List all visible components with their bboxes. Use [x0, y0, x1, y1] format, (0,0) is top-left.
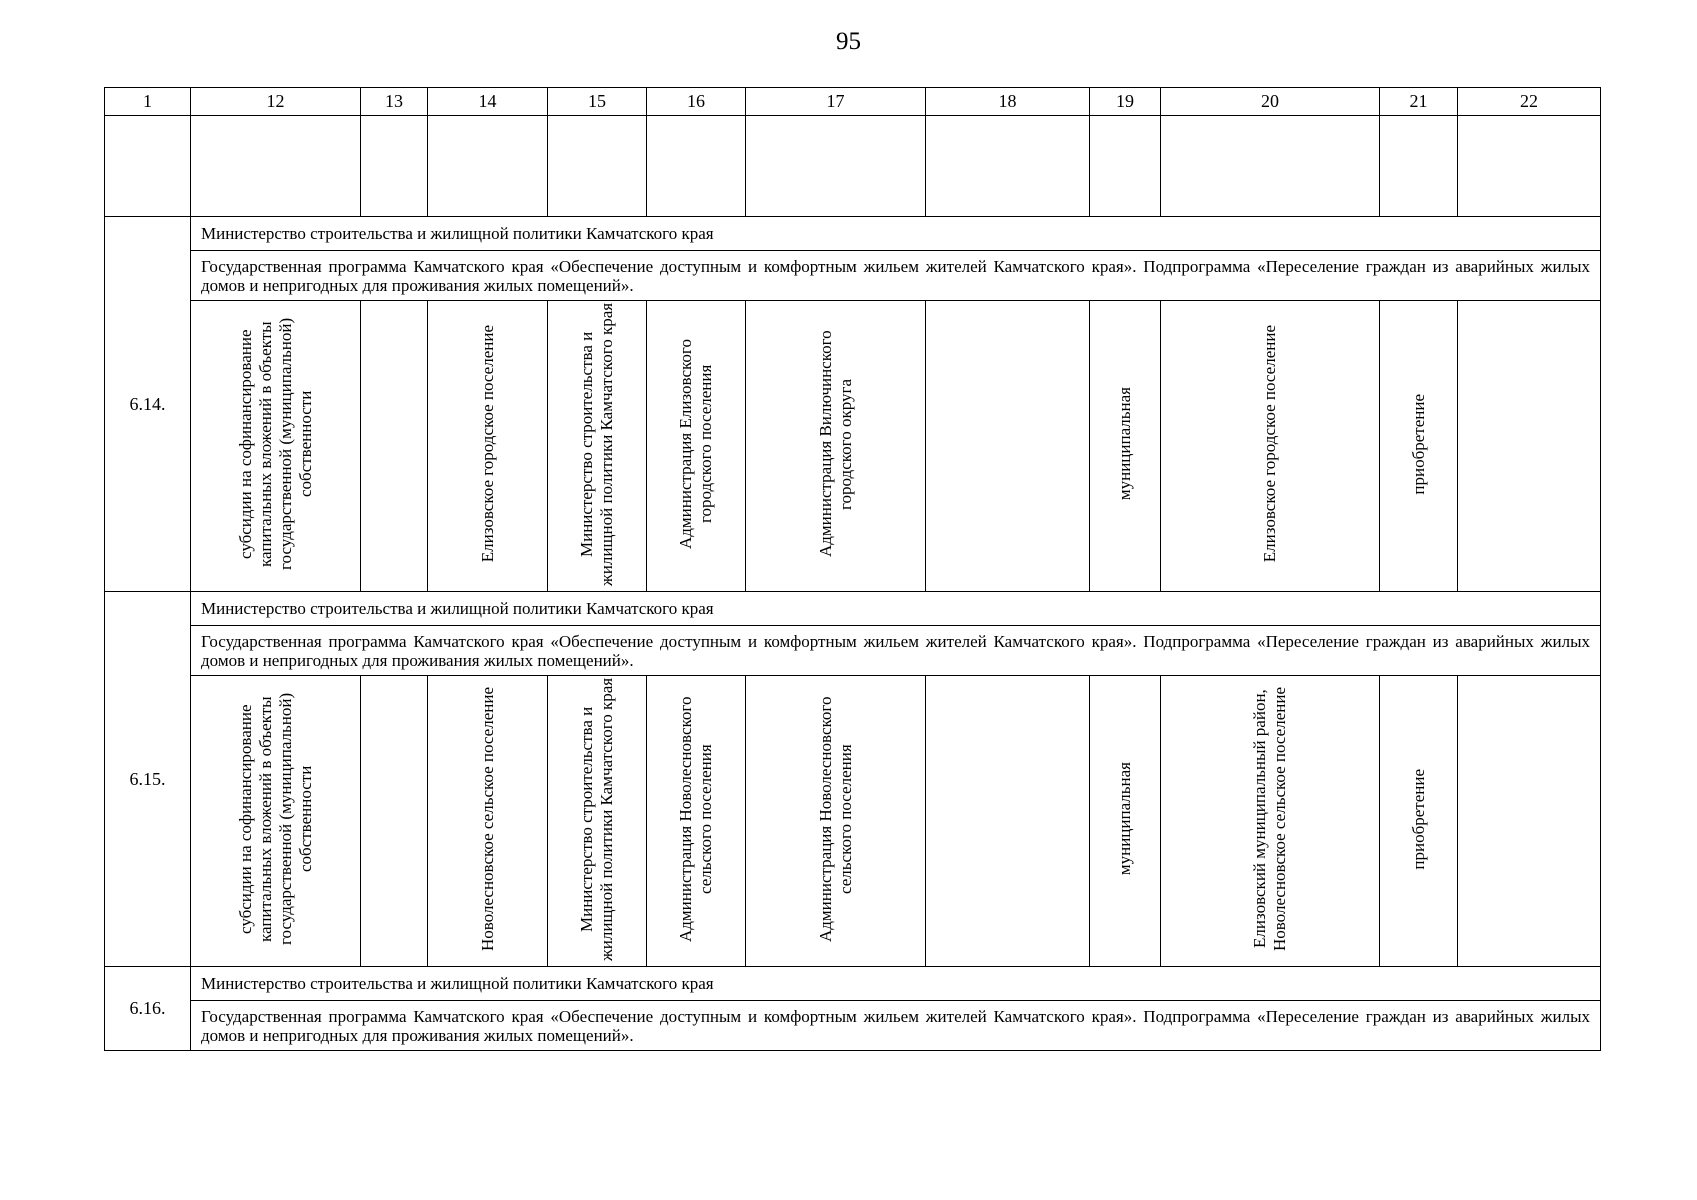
- table-row: [105, 251, 1601, 301]
- program-cell: Государственная программа Камчатского края «Обеспечение доступным и комфортным жильем жителей Камчатского края». Подпрограмма «Переселение граждан из аварийных жилых домов и непригодных для проживания жилых помещений».: [191, 1001, 1601, 1051]
- cell-col20: Елизовское городское поселение: [1260, 325, 1279, 563]
- cell-col19: муниципальная: [1115, 387, 1134, 501]
- table-row: [105, 217, 1601, 251]
- cell-col20: Елизовский муниципальный район, Новолесновское сельское поселение: [1250, 687, 1289, 951]
- ministry-cell: Министерство строительства и жилищной политики Камчатского края: [191, 592, 1601, 626]
- cell-col14: Новолесновское сельское поселение: [477, 687, 497, 951]
- table-row: [105, 1001, 1601, 1051]
- column-header: 16: [647, 88, 746, 116]
- cell-col21: приобретение: [1408, 768, 1428, 870]
- cell-col17: Администрация Вилючинского городского округа: [815, 330, 855, 558]
- blank-row: [105, 116, 1601, 217]
- column-header: 15: [548, 88, 647, 116]
- page-number: 95: [836, 28, 861, 55]
- cell-col16: Администрация Елизовского городского поселения: [676, 339, 715, 549]
- table-row: [105, 626, 1601, 676]
- column-header: 21: [1380, 88, 1458, 116]
- column-header: 13: [361, 88, 428, 116]
- column-header: 20: [1161, 88, 1380, 116]
- program-cell: Государственная программа Камчатского края «Обеспечение доступным и комфортным жильем жителей Камчатского края». Подпрограмма «Переселение граждан из аварийных жилых домов и непригодных для проживания жилых помещений».: [191, 251, 1601, 301]
- column-header: 1: [105, 88, 191, 116]
- column-header: 18: [926, 88, 1090, 116]
- column-header: 14: [428, 88, 548, 116]
- cell-col16: Администрация Новолесновского сельского поселения: [676, 696, 715, 942]
- column-header: 17: [746, 88, 926, 116]
- header-row: [105, 88, 1601, 116]
- cell-col15: Министерство строительства и жилищной политики Камчатского края: [577, 302, 616, 586]
- data-table: [104, 87, 1601, 1051]
- ministry-cell: Министерство строительства и жилищной политики Камчатского края: [191, 967, 1601, 1001]
- column-header: 22: [1458, 88, 1601, 116]
- column-header: 12: [191, 88, 361, 116]
- column-header: 19: [1090, 88, 1161, 116]
- cell-col12: субсидии на софинансирование капитальных вложений в объекты государственной (муниципальной) собственности: [235, 317, 315, 571]
- table-row: [105, 592, 1601, 626]
- cell-col19: муниципальная: [1115, 762, 1134, 876]
- cell-col15: Министерство строительства и жилищной политики Камчатского края: [577, 677, 616, 961]
- table-row: [105, 301, 1601, 592]
- cell-col17: Администрация Новолесновского сельского поселения: [815, 696, 855, 942]
- row-number: 6.14.: [105, 217, 191, 592]
- program-cell: Государственная программа Камчатского края «Обеспечение доступным и комфортным жильем жителей Камчатского края». Подпрограмма «Переселение граждан из аварийных жилых домов и непригодных для проживания жилых помещений».: [191, 626, 1601, 676]
- row-number: 6.15.: [105, 592, 191, 967]
- row-number: 6.16.: [105, 967, 191, 1051]
- table-row: [105, 676, 1601, 967]
- ministry-cell: Министерство строительства и жилищной политики Камчатского края: [191, 217, 1601, 251]
- cell-col12: субсидии на софинансирование капитальных вложений в объекты государственной (муниципальной) собственности: [235, 692, 315, 946]
- table-row: [105, 967, 1601, 1001]
- cell-col14: Елизовское городское поселение: [477, 325, 497, 563]
- cell-col21: приобретение: [1408, 393, 1428, 495]
